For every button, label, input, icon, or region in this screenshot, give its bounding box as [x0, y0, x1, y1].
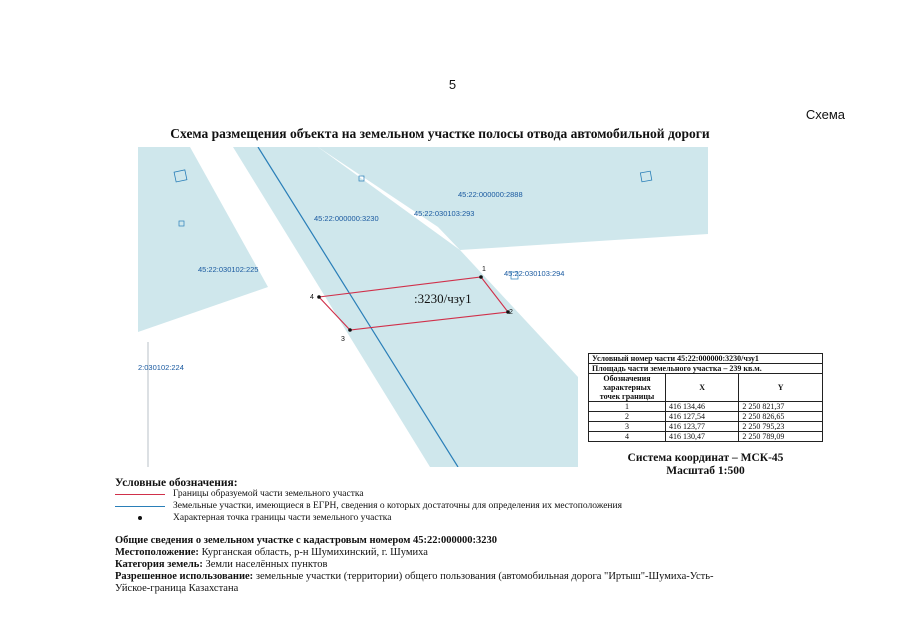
info-use-continued: Уйское-граница Казахстана	[115, 583, 239, 594]
info-location: Местоположение: Курганская область, р-н Шумихинский, г. Шумиха	[115, 547, 428, 558]
dot-icon	[115, 516, 165, 520]
legend-text: Характерная точка границы части земельного участка	[173, 513, 392, 523]
boundary-point-1	[479, 275, 483, 279]
info-use: Разрешенное использование: земельные участки (территории) общего пользования (автомобильная дорога "Иртыш"-Шумиха-Усть-	[115, 571, 714, 582]
x-cell: 416 134,46	[666, 402, 739, 412]
y-cell: 2 250 795,23	[739, 422, 823, 432]
blue-line-icon	[115, 506, 165, 507]
part-number-cell: Условный номер части 45:22:000000:3230/чзу1	[589, 354, 823, 364]
parcel-area-225	[138, 147, 268, 332]
parcel-label-224: 2:030102:224	[138, 363, 184, 372]
table-row	[589, 354, 823, 364]
parcel-label-225: 45:22:030102:225	[198, 265, 259, 274]
page-number: 5	[448, 77, 457, 92]
point-label-3: 3	[341, 336, 345, 343]
parcel-label-293: 45:22:030103:293	[414, 209, 475, 218]
x-cell: 416 127,54	[666, 412, 739, 422]
legend-item-dot	[115, 512, 391, 524]
coordinate-system-block	[588, 452, 823, 478]
table-row	[589, 412, 823, 422]
x-column-header: X	[666, 374, 739, 402]
legend-text: Границы образуемой части земельного участка	[173, 489, 364, 499]
part-area-cell: Площадь части земельного участка – 239 кв.м.	[589, 364, 823, 374]
coordinates-table	[588, 353, 823, 442]
info-category: Категория земель: Земли населённых пунктов	[115, 559, 328, 570]
legend-item-blue-line	[115, 500, 622, 512]
points-column-header: Обозначения характерных точек границы	[589, 374, 666, 402]
header-label: Схема	[805, 107, 845, 122]
point-cell: 4	[589, 432, 666, 442]
y-cell: 2 250 826,65	[739, 412, 823, 422]
y-cell: 2 250 789,09	[739, 432, 823, 442]
parcel-label-3230: 45:22:000000:3230	[314, 214, 379, 223]
point-label-2: 2	[509, 309, 513, 316]
scale: Масштаб 1:500	[666, 465, 745, 477]
x-cell: 416 123,77	[666, 422, 739, 432]
part-label: :3230/чзу1	[414, 291, 472, 306]
legend-text: Земельные участки, имеющиеся в ЕГРН, сведения о которых достаточны для определения их местоположения	[173, 501, 622, 511]
parcel-label-294: 45:22:030103:294	[504, 269, 565, 278]
info-heading: Общие сведения о земельном участке с кадастровым номером 45:22:000000:3230	[115, 535, 498, 546]
legend-title: Условные обозначения:	[115, 477, 238, 489]
point-label-1: 1	[482, 266, 486, 273]
scheme-title: Схема размещения объекта на земельном участке полосы отвода автомобильной дороги	[170, 126, 710, 141]
red-line-icon	[115, 494, 165, 495]
y-column-header: Y	[739, 374, 823, 402]
legend-item-red-line	[115, 488, 364, 500]
coordinate-system: Система координат – МСК-45	[627, 452, 784, 464]
table-header-row	[589, 374, 823, 402]
table-row	[589, 402, 823, 412]
table-row	[589, 422, 823, 432]
point-label-4: 4	[310, 294, 314, 301]
boundary-point-3	[348, 328, 352, 332]
boundary-point-4	[317, 295, 321, 299]
parcel-label-2888: 45:22:000000:2888	[458, 190, 523, 199]
point-cell: 3	[589, 422, 666, 432]
point-cell: 1	[589, 402, 666, 412]
point-cell: 2	[589, 412, 666, 422]
table-row	[589, 432, 823, 442]
y-cell: 2 250 821,37	[739, 402, 823, 412]
x-cell: 416 130,47	[666, 432, 739, 442]
table-row	[589, 364, 823, 374]
